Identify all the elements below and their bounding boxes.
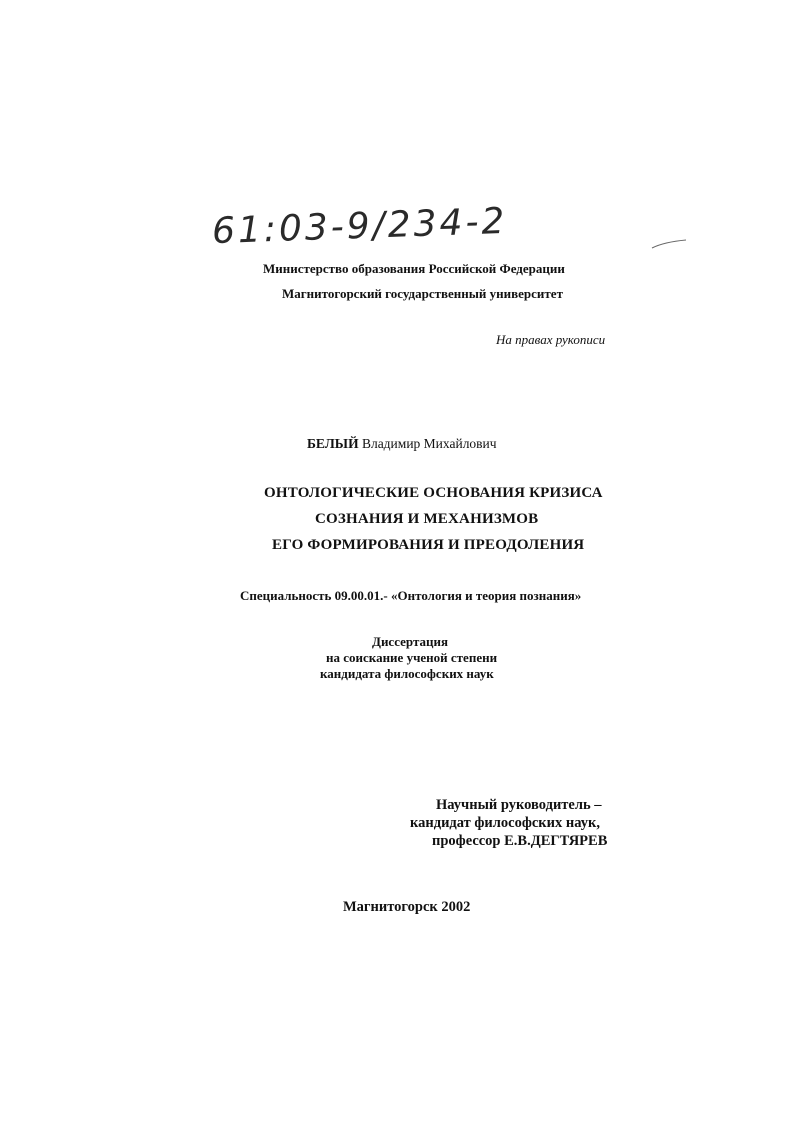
rights-note: На правах рукописи bbox=[496, 332, 606, 347]
pencil-mark bbox=[650, 238, 690, 252]
specialty: Специальность 09.00.01.- «Онтология и теория познания» bbox=[240, 588, 582, 603]
dissertation-line-3: кандидата философских наук bbox=[320, 666, 494, 681]
title-line-3: ЕГО ФОРМИРОВАНИЯ И ПРЕОДОЛЕНИЯ bbox=[272, 537, 585, 553]
university-name: Магнитогорский государственный университет bbox=[282, 286, 563, 301]
dissertation-line-2: на соискание ученой степени bbox=[326, 650, 498, 665]
author-name bbox=[307, 436, 497, 452]
advisor-line-3: профессор Е.В.ДЕГТЯРЕВ bbox=[432, 833, 608, 849]
advisor-line-2: кандидат философских наук, bbox=[410, 815, 600, 831]
ministry-name: Министерство образования Российской Федерации bbox=[263, 261, 565, 276]
author-given-names: Владимир Михайлович bbox=[361, 436, 497, 451]
city-year: Магнитогорск 2002 bbox=[343, 899, 471, 915]
title-line-2: СОЗНАНИЯ И МЕХАНИЗМОВ bbox=[315, 511, 539, 527]
author-surname: БЕЛЫЙ bbox=[307, 436, 359, 451]
handwritten-catalog-code: 61:03-9/234-2 bbox=[211, 200, 509, 253]
title-line-1: ОНТОЛОГИЧЕСКИЕ ОСНОВАНИЯ КРИЗИСА bbox=[264, 485, 603, 501]
advisor-line-1: Научный руководитель – bbox=[436, 797, 602, 813]
dissertation-line-1: Диссертация bbox=[372, 634, 449, 649]
